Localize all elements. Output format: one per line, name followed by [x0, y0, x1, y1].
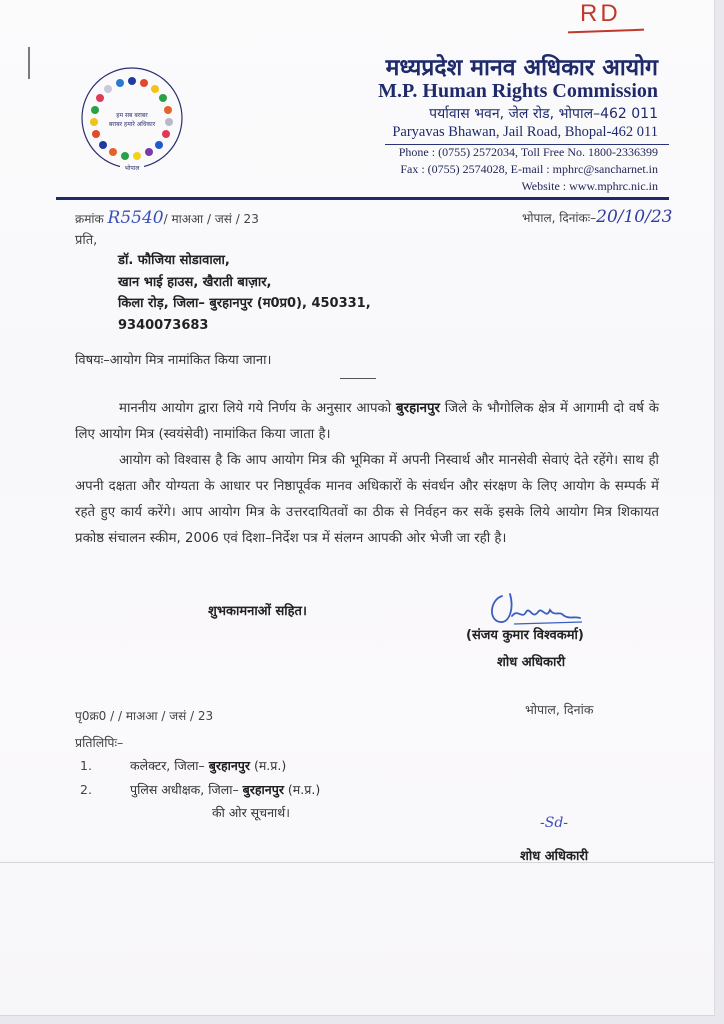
fax-email-line: Fax : (0755) 2574028, E-mail : mphrc@sancharnet.in — [400, 162, 658, 176]
signatory-name: (संजय कुमार विश्वकर्मा) — [466, 628, 584, 643]
paper-fold-line — [0, 862, 714, 863]
closing-greeting: शुभकामनाओं सहित। — [208, 604, 307, 619]
cc-label: प्रतिलिपिः– — [75, 735, 124, 750]
svg-text:हम सब बराबर: हम सब बराबर — [116, 112, 148, 119]
reference-handwritten: R5540 — [107, 208, 164, 228]
svg-text:बराबर हमारे अधिकार: बराबर हमारे अधिकार — [108, 121, 156, 128]
signature-icon — [484, 586, 584, 630]
addressee-city: किला रोड़, जिला– बुरहानपुर (म0प्र0), 450331, — [118, 296, 371, 311]
date-handwritten: 20/10/23 — [596, 207, 673, 227]
org-name-hindi: मध्यप्रदेश मानव अधिकार आयोग — [385, 55, 658, 81]
addressee-block — [118, 250, 371, 336]
cc-purpose: की ओर सूचनार्थ। — [212, 805, 290, 820]
addressee-phone: 9340073683 — [118, 317, 209, 333]
reference-label: क्रमांक — [75, 212, 104, 226]
address-hindi: पर्यावास भवन, जेल रोड, भोपाल–462 011 — [429, 106, 658, 122]
org-name-english: M.P. Human Rights Commission — [378, 80, 658, 102]
annotation-mark: RD — [580, 0, 621, 27]
reference-number — [75, 208, 259, 228]
phone-line: Phone : (0755) 2572034, Toll Free No. 1800-2336399 — [398, 145, 658, 159]
commission-logo-icon — [78, 64, 186, 172]
svg-text:भोपाल: भोपाल — [124, 165, 140, 172]
copy-signatory-designation: शोध अधिकारी — [520, 849, 589, 864]
signed-mark: -Sd- — [540, 815, 569, 831]
addressee-street: खान भाई हाउस, खैराती बाज़ार, — [118, 274, 272, 290]
body-paragraph-1: माननीय आयोग द्वारा लिये गये निर्णय के अनुसार आपको बुरहानपुर जिले के भौगोलिक क्षेत्र में आगामी दो वर्ष के लिए आयोग मित्र (स्वयंसेवी) नामांकित किया जाता है। — [75, 401, 659, 442]
body-paragraph-2: आयोग को विश्वास है कि आप आयोग मित्र की भूमिका में अपनी निस्वार्थ और मानसेवी सेवाएं देते रहेंगे। साथ ही अपनी दक्षता और योग्यता के आधार पर निष्ठापूर्वक मानव अधिकारों के संवर्धन और संरक्षण के लिए आयोग के सम्पर्क में रहते हुए कार्य करेंगे। आप आयोग मित्र के उत्तरदायितवों का ठीक से निर्वहन कर सकें इसके लिये आयोग मित्र शिकायत प्रकोष्ठ संचालन स्कीम, 2006 एवं दिशा–निर्देश पत्र में संलग्न आपकी ओर भेजी जा रही है। — [75, 453, 659, 546]
margin-mark — [28, 47, 30, 79]
to-label: प्रति, — [75, 233, 98, 248]
signatory-designation: शोध अधिकारी — [497, 655, 566, 670]
letter-date — [522, 207, 672, 227]
website-line: Website : www.mphrc.nic.in — [521, 179, 658, 193]
annotation-underline — [568, 29, 644, 34]
date-label: भोपाल, दिनांकः– — [522, 211, 597, 225]
reference-suffix: / माअआ / जसं / 23 — [163, 212, 259, 226]
cc-recipient: 2. पुलिस अधीक्षक, जिला– बुरहानपुर (म.प्र.) — [80, 782, 321, 797]
separator — [340, 378, 376, 379]
cc-recipient: 1. कलेक्टर, जिला– बुरहानपुर (म.प्र.) — [80, 758, 287, 773]
copy-reference: पृ0क्र0 / / माअआ / जसं / 23 — [75, 709, 214, 723]
copy-date: भोपाल, दिनांक — [525, 702, 594, 717]
subject-line: विषयः–आयोग मित्र नामांकित किया जाना। — [75, 353, 272, 368]
addressee-name: डॉ. फौजिया सोडावाला, — [118, 253, 230, 268]
district-name: बुरहानपुर — [396, 401, 440, 416]
letterhead-rule — [56, 197, 669, 200]
address-english: Paryavas Bhawan, Jail Road, Bhopal-462 011 — [392, 124, 658, 140]
